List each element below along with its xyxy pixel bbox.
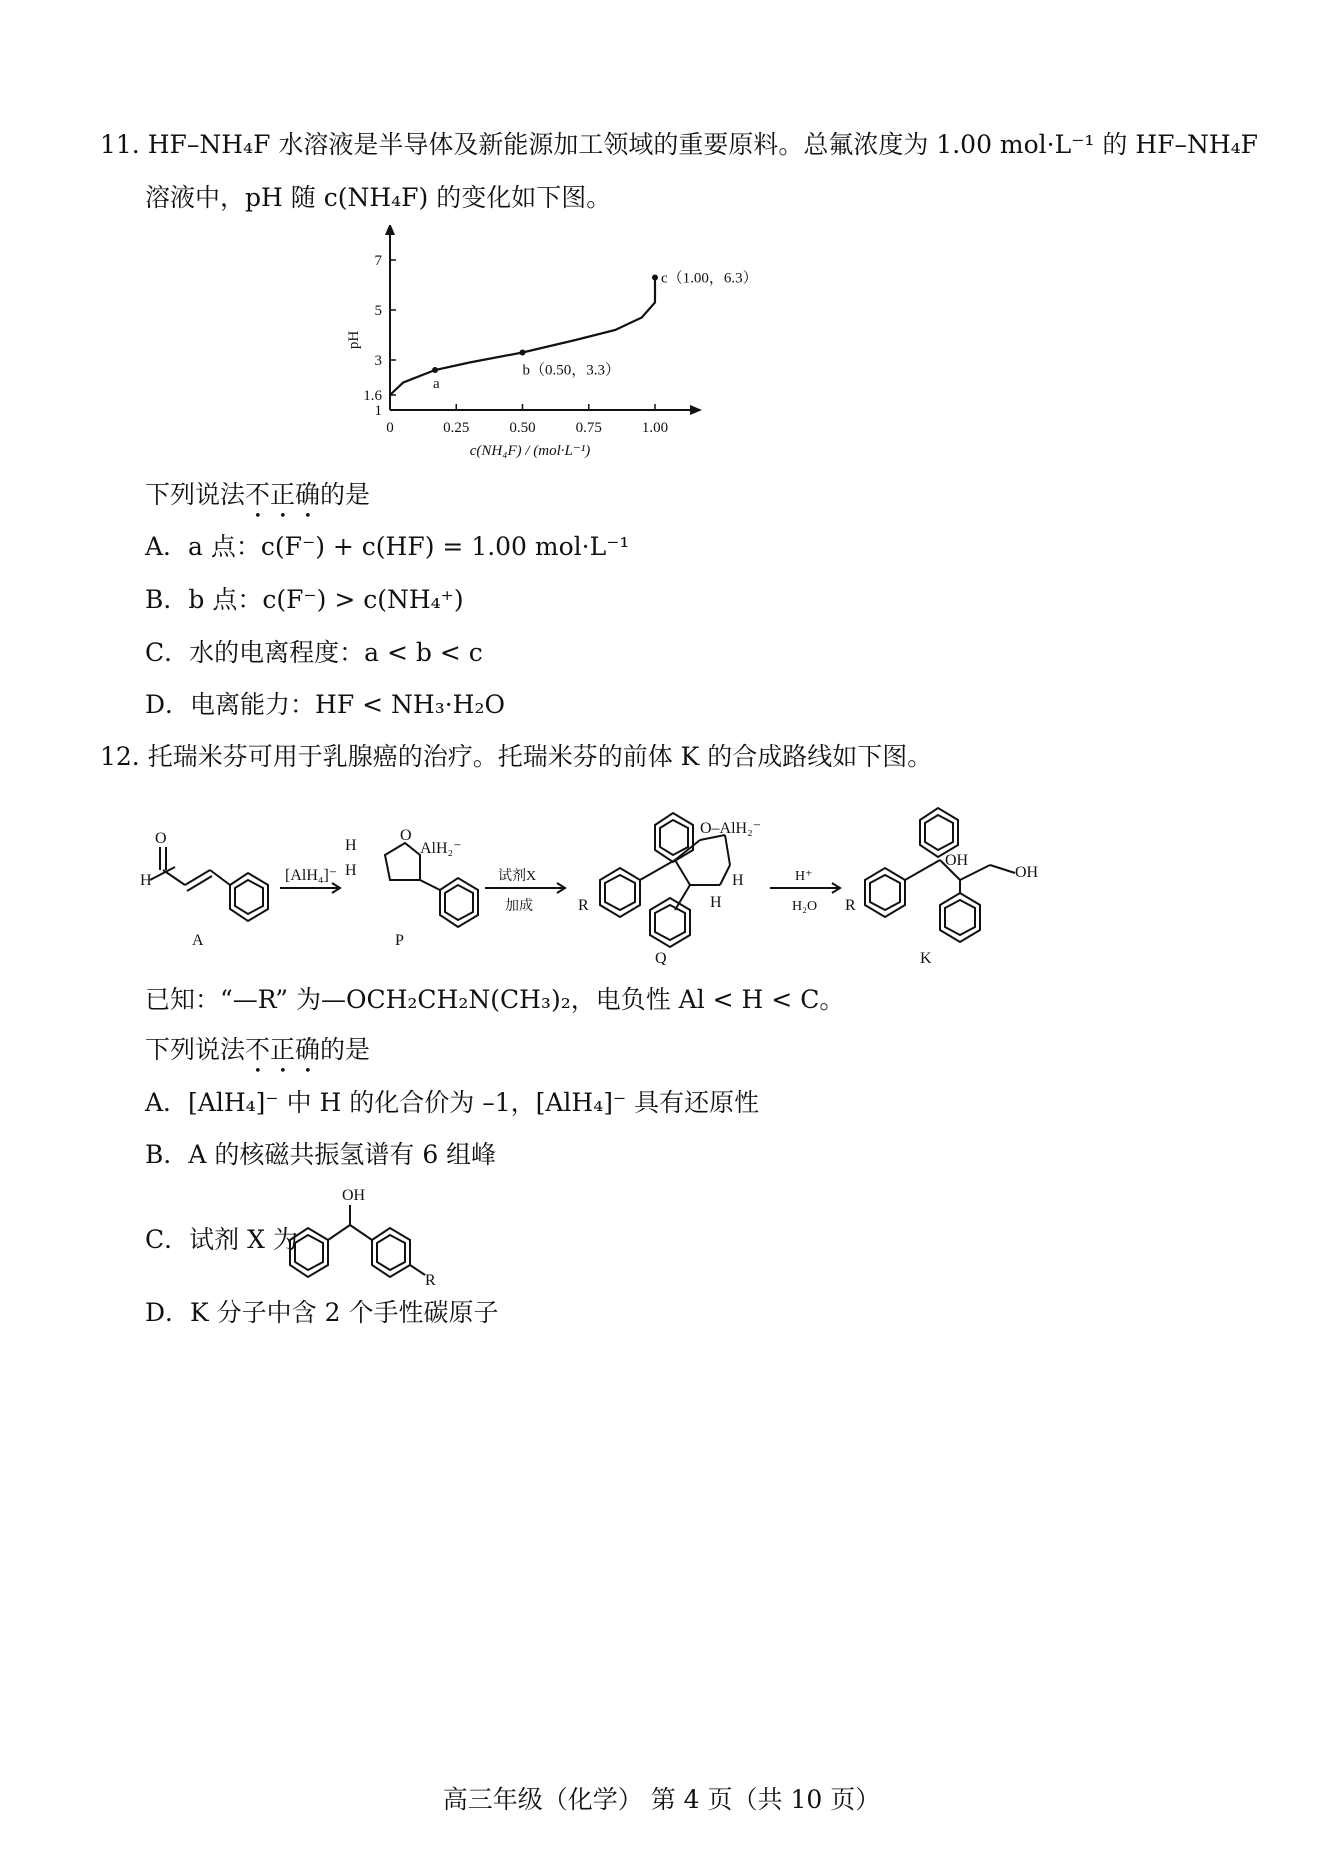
q12-option-c: C．试剂 X 为 [145, 1225, 298, 1254]
reagent1-label: [AlH₄]⁻ [285, 867, 338, 884]
q11-prompt-pre: 下列说法 [145, 480, 246, 509]
q12-prompt-post: 的是 [320, 1035, 371, 1064]
q11-line1 [100, 130, 1258, 160]
reagent2-top: 试剂X [498, 869, 537, 884]
q-h1-label: H [732, 872, 744, 889]
y-tick-label: 1.6 [363, 388, 382, 404]
p-alh2-label: AlH₂⁻ [420, 840, 462, 857]
y-axis-arrow [385, 225, 395, 235]
point-label-a: a [433, 376, 440, 392]
reagent3-top: H⁺ [795, 869, 813, 884]
x-tick-label: 0 [386, 420, 394, 436]
point-c [652, 275, 658, 281]
compound-q-label: Q [655, 950, 667, 965]
a-o-label: O [155, 830, 167, 847]
q12-prompt-emph: 不正确 [245, 1035, 321, 1064]
x-tick-label: 1.00 [641, 420, 669, 436]
q12-line1 [100, 742, 932, 772]
y-tick-label: 1 [374, 403, 382, 419]
q11-option-a: A．a 点：c(F⁻) + c(HF) = 1.00 mol·L⁻¹ [145, 532, 630, 561]
option-c-oh-label: OH [342, 1187, 366, 1204]
q12-option-a: A．[AlH₄]⁻ 中 H 的化合价为 –1，[AlH₄]⁻ 具有还原性 [145, 1088, 760, 1117]
q11-prompt [145, 480, 370, 524]
q11-prompt-post: 的是 [320, 480, 371, 509]
q11-text1: HF–NH₄F 水溶液是半导体及新能源加工领域的重要原料。总氟浓度为 1.00 mol·L⁻¹ 的 HF–NH₄F [147, 130, 1259, 159]
y-tick-label: 3 [374, 353, 382, 369]
compound-k-structure [865, 808, 1015, 942]
x-tick-label: 0.50 [509, 420, 536, 436]
p-h1-label: H [345, 837, 357, 854]
q-oalh2-label: O–AlH₂⁻ [700, 820, 762, 837]
point-label-b: b（0.50，3.3） [522, 362, 621, 379]
compound-a-label: A [192, 932, 204, 949]
compound-k-label: K [920, 950, 932, 965]
k-oh2-label: OH [1015, 864, 1039, 881]
point-b [520, 350, 526, 356]
q11-number: 11. [100, 130, 140, 159]
compound-a-structure [150, 847, 268, 921]
q11-line2: 溶液中，pH 随 c(NH₄F) 的变化如下图。 [145, 183, 612, 212]
option-c-structure [280, 1180, 500, 1290]
x-tick-label: 0.25 [443, 420, 470, 436]
reagent2-bottom: 加成 [505, 899, 533, 914]
reagent3-bottom: H₂O [792, 899, 818, 914]
q12-known: 已知：“—R” 为—OCH₂CH₂N(CH₃)₂，电负性 Al < H < C。 [145, 985, 845, 1014]
ph-chart [330, 225, 800, 465]
p-h2-label: H [345, 862, 357, 879]
option-c-r-label: R [425, 1272, 436, 1289]
y-tick-label: 5 [374, 303, 382, 319]
q11-option-b: B．b 点：c(F⁻) > c(NH₄⁺) [145, 585, 464, 614]
k-r-label: R [845, 897, 856, 914]
y-tick-label: 7 [374, 253, 382, 269]
q12-option-b: B．A 的核磁共振氢谱有 6 组峰 [145, 1140, 497, 1169]
p-o-label: O [400, 827, 412, 844]
compound-p-label: P [395, 932, 404, 949]
x-axis-label: c(NH₄F) / (mol·L⁻¹) [469, 443, 591, 459]
q11-option-d: D．电离能力：HF < NH₃·H₂O [145, 690, 505, 719]
q11-option-c: C．水的电离程度：a < b < c [145, 638, 483, 667]
a-h-label: H [140, 872, 152, 889]
x-tick-label: 0.75 [575, 420, 602, 436]
q11-prompt-emph: 不正确 [245, 480, 321, 509]
y-axis-label: pH [346, 330, 362, 350]
q12-option-d: D．K 分子中含 2 个手性碳原子 [145, 1298, 499, 1327]
q-r-label: R [578, 897, 589, 914]
q12-text1: 托瑞米芬可用于乳腺癌的治疗。托瑞米芬的前体 K 的合成路线如下图。 [147, 742, 933, 771]
page-footer: 高三年级（化学） 第 4 页（共 10 页） [442, 1785, 881, 1814]
point-label-c: c（1.00，6.3） [661, 270, 758, 287]
q-h2-label: H [710, 894, 722, 911]
point-a [432, 367, 438, 373]
synthesis-scheme [120, 785, 1240, 965]
k-oh1-label: OH [945, 852, 969, 869]
q12-prompt [145, 1035, 370, 1079]
q12-number: 12. [100, 742, 140, 771]
x-axis-arrow [690, 405, 702, 415]
q12-prompt-pre: 下列说法 [145, 1035, 246, 1064]
